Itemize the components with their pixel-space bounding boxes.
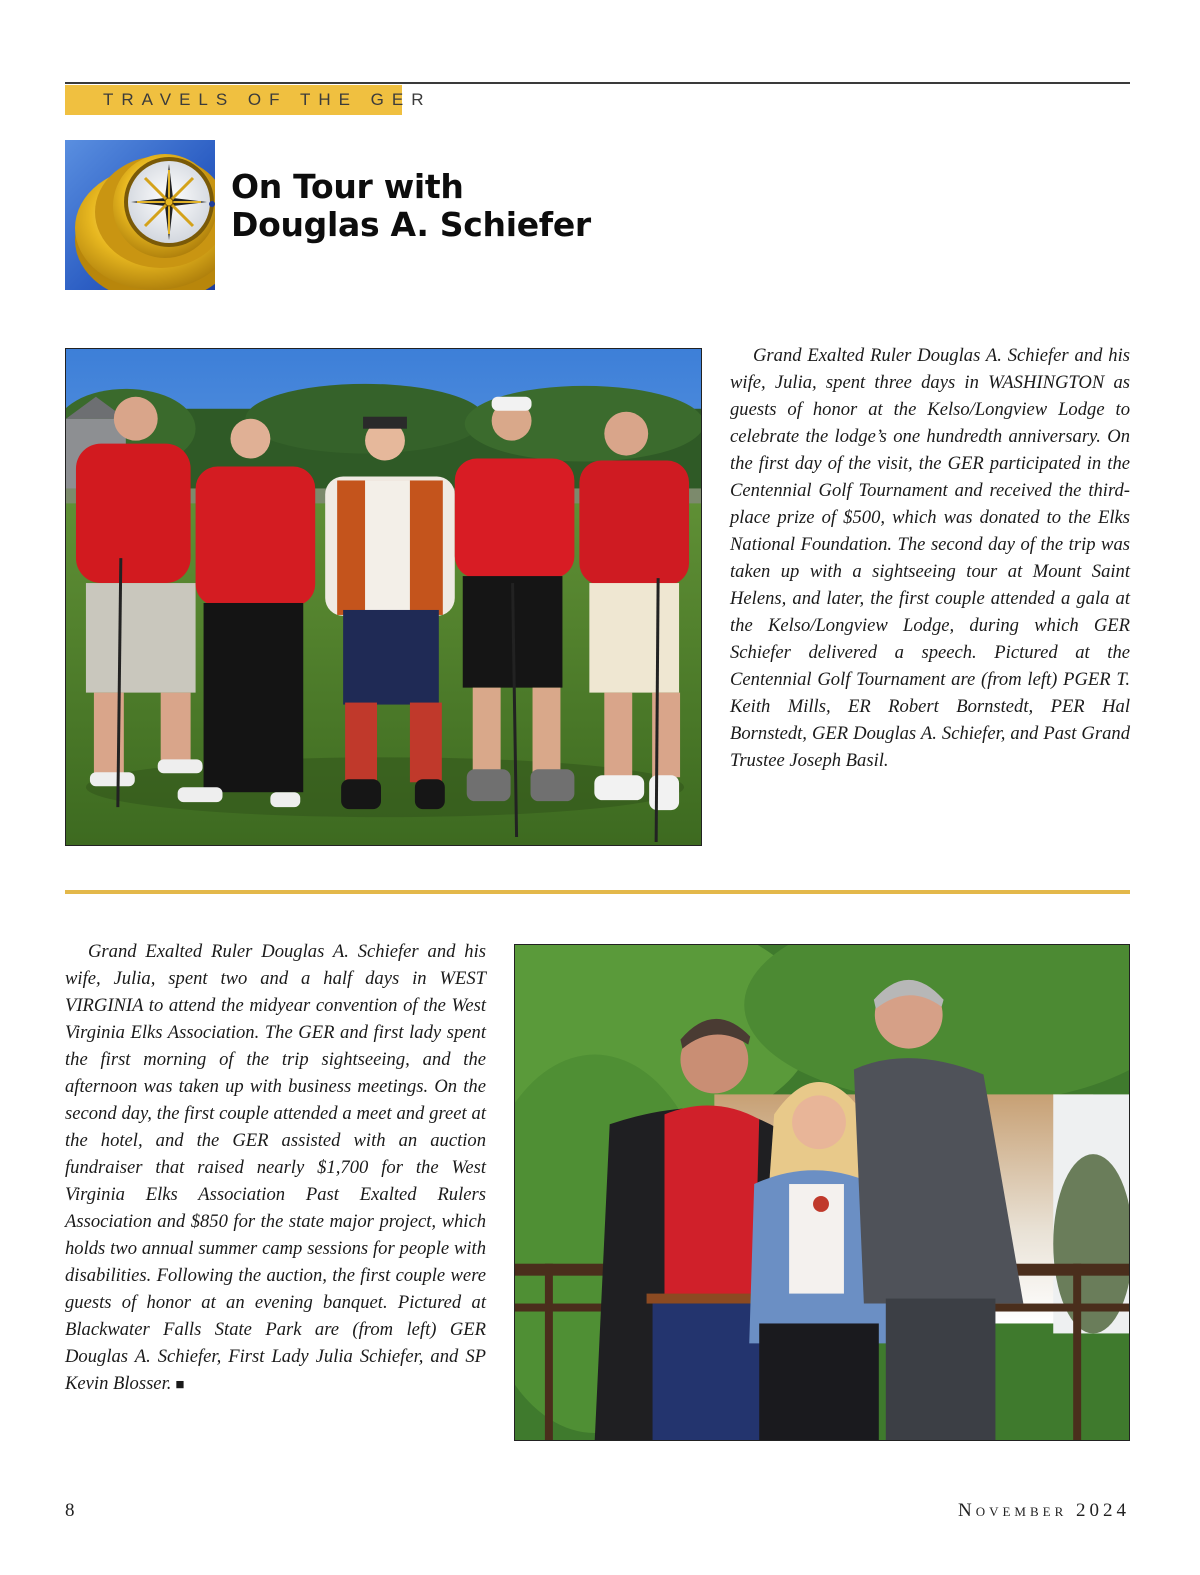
end-mark-icon: ■ xyxy=(175,1377,185,1393)
section-divider xyxy=(65,890,1130,894)
page-title xyxy=(231,168,591,244)
story-2-text: Grand Exalted Ruler Douglas A. Schiefer and his wife, Julia, spent two and a half days in WEST VIRGINIA to attend the midyear convention of the West Virginia Elks Association. The GER and first lady spent the first morning of the trip sightseeing, and the afternoon was taken up with business meetings. On the second day, the first couple attended a meet and greet at the hotel, and the GER assisted with an auction fundraiser that raised nearly $1,700 for the West Virginia Elks Association Past Exalted Rulers Association and $850 for the state major project, which holds two annual summer camp sessions for people with disabilities. Following the auction, the first couple were guests of honor at an evening banquet. Pictured at Blackwater Falls State Park are (from left) GER Douglas A. Schiefer, First Lady Julia Schiefer, and SP Kevin Blosser. xyxy=(65,941,486,1394)
story-1-caption xyxy=(730,342,1130,774)
issue-date: November 2024 xyxy=(957,1500,1130,1521)
page-number: 8 xyxy=(65,1500,75,1521)
title-line-2: Douglas A. Schiefer xyxy=(231,205,591,244)
section-label: TRAVELS OF THE GER xyxy=(65,85,402,115)
golf-group-photo xyxy=(65,348,702,846)
compass-icon xyxy=(65,140,215,290)
story-1-text: Grand Exalted Ruler Douglas A. Schiefer and his wife, Julia, spent three days in WASHINGTON as guests of honor at the Kelso/Longview Lodge to celebrate the lodge’s one hundredth anniversary. On the first day of the visit, the GER participated in the Centennial Golf Tournament and received the third-place prize of $500, which was donated to the Elks National Foundation. The second day of the trip was taken up with a sightseeing tour at Mount Saint Helens, and later, the first couple attended a gala at the Kelso/Longview Lodge, during which GER Schiefer delivered a speech. Pictured at the Centennial Golf Tournament are (from left) PGER T. Keith Mills, ER Robert Bornstedt, PER Hal Bornstedt, GER Douglas A. Schiefer, and Past Grand Trustee Joseph Basil. xyxy=(730,345,1130,771)
top-rule xyxy=(65,82,1130,84)
story-2-caption xyxy=(65,938,486,1399)
title-line-1: On Tour with xyxy=(231,167,464,206)
waterfall-group-photo xyxy=(514,944,1130,1441)
